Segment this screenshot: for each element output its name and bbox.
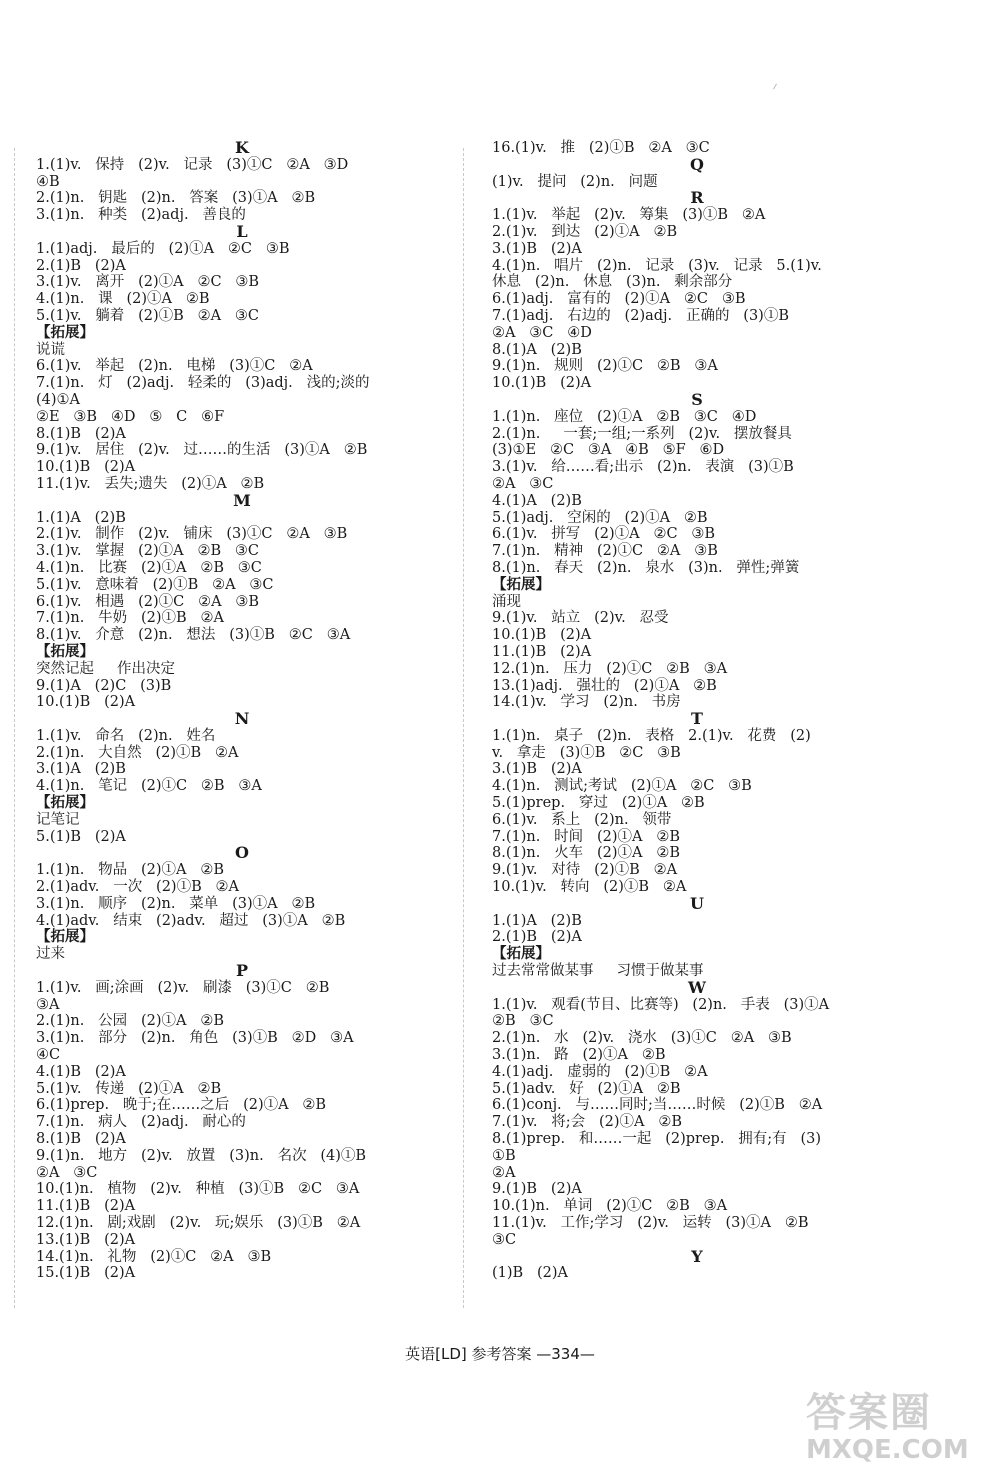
page-footer: 英语[LD] 参考答案 —334— — [405, 1345, 595, 1363]
answer-line: 8.(1)v. 介意 (2)n. 想法 (3)①B ②C ③A — [36, 627, 351, 644]
answer-line: 10.(1)B (2)A — [492, 627, 592, 644]
answer-line: 7.(1)n. 病人 (2)adj. 耐心的 — [36, 1114, 246, 1131]
answer-line: 1.(1)v. 观看(节目、比赛等) (2)n. 手表 (3)①A — [492, 996, 830, 1013]
answer-line: 11.(1)B (2)A — [492, 643, 592, 660]
answer-line: ①B — [492, 1147, 516, 1164]
answer-line: 1.(1)n. 物品 (2)①A ②B — [36, 862, 224, 879]
answer-line: 3.(1)n. 顺序 (2)n. 菜单 (3)①A ②B — [36, 895, 316, 912]
answer-line: 7.(1)n. 灯 (2)adj. 轻柔的 (3)adj. 浅的;淡的 — [36, 375, 370, 392]
section-letter: Y — [691, 1246, 703, 1266]
answer-line: 涌现 — [492, 593, 521, 610]
answer-line: 5.(1)adj. 空闲的 (2)①A ②B — [492, 509, 708, 526]
answer-line: ②A — [492, 1164, 516, 1181]
answer-line: 13.(1)B (2)A — [36, 1231, 136, 1248]
answer-line: 9.(1)v. 居住 (2)v. 过……的生活 (3)①A ②B — [36, 442, 368, 459]
answer-line: ②A ③C — [36, 1164, 98, 1181]
watermark-url: MXQE.COM — [806, 1435, 969, 1465]
answer-line: 8.(1)A (2)B — [492, 341, 582, 358]
section-letter: Q — [690, 154, 704, 174]
left-column — [36, 140, 448, 1282]
answer-line: 10.(1)B (2)A — [492, 375, 592, 392]
answer-line: 1.(1)v. 命名 (2)n. 姓名 — [36, 727, 216, 744]
answer-line: 10.(1)n. 植物 (2)v. 种植 (3)①B ②C ③A — [36, 1181, 360, 1198]
answer-line: 4.(1)A (2)B — [492, 492, 582, 509]
answer-line: 11.(1)B (2)A — [36, 1198, 136, 1215]
answer-line: 7.(1)v. 将;会 (2)①A ②B — [492, 1114, 682, 1131]
answer-line: 1.(1)adj. 最后的 (2)①A ②C ③B — [36, 240, 290, 257]
answer-line: 2.(1)B (2)A — [492, 929, 582, 946]
answer-line: (1)v. 提问 (2)n. 问题 — [492, 173, 658, 190]
column-divider — [463, 148, 464, 1308]
answer-line: 10.(1)B (2)A — [36, 459, 136, 476]
answer-line: 4.(1)n. 课 (2)①A ②B — [36, 291, 210, 308]
watermark — [806, 1390, 992, 1468]
answer-line: 5.(1)v. 躺着 (2)①B ②A ③C — [36, 307, 260, 324]
extension-label: 【拓展】 — [36, 928, 94, 946]
answer-line: 4.(1)adv. 结束 (2)adv. 超过 (3)①A ②B — [36, 912, 346, 929]
answer-line: 1.(1)v. 保持 (2)v. 记录 (3)①C ②A ③D — [36, 156, 349, 173]
answer-line: 7.(1)n. 牛奶 (2)①B ②A — [36, 610, 224, 627]
section-letter: M — [233, 490, 251, 510]
answer-line: 2.(1)n. 钥匙 (2)n. 答案 (3)①A ②B — [36, 190, 316, 207]
extension-label: 【拓展】 — [492, 575, 550, 593]
answer-line: 14.(1)v. 学习 (2)n. 书房 — [492, 694, 681, 711]
answer-line: ②E ③B ④D ⑤ C ⑥F — [36, 408, 225, 425]
answer-line: 2.(1)B (2)A — [36, 257, 126, 274]
answer-line: 5.(1)prep. 穿过 (2)①A ②B — [492, 795, 705, 812]
answer-line: 3.(1)n. 部分 (2)n. 角色 (3)①B ②D ③A — [36, 1030, 354, 1047]
answer-line: 2.(1)v. 到达 (2)①A ②B — [492, 223, 678, 240]
section-letter: T — [691, 709, 703, 729]
answer-line: 4.(1)n. 测试;考试 (2)①A ②C ③B — [492, 778, 752, 795]
answer-line: 1.(1)n. 座位 (2)①A ②B ③C ④D — [492, 408, 757, 425]
section-letter: P — [235, 961, 249, 981]
answer-line: 1.(1)n. 桌子 (2)n. 表格 2.(1)v. 花费 (2) — [492, 727, 811, 744]
section-letter: S — [691, 389, 703, 409]
answer-line: 6.(1)v. 相遇 (2)①C ②A ③B — [36, 593, 260, 610]
section-letter: L — [236, 221, 248, 241]
answer-line: ②B ③C — [492, 1013, 554, 1030]
answer-line: ②A ③C ④D — [492, 324, 592, 341]
answer-line: 说谎 — [36, 341, 65, 358]
answer-line: 6.(1)adj. 富有的 (2)①A ②C ③B — [492, 291, 746, 308]
answer-line: 4.(1)n. 唱片 (2)n. 记录 (3)v. 记录 5.(1)v. — [492, 257, 822, 274]
answer-line: 2.(1)v. 制作 (2)v. 铺床 (3)①C ②A ③B — [36, 526, 348, 543]
answer-line: 7.(1)adj. 右边的 (2)adj. 正确的 (3)①B — [492, 307, 789, 324]
answer-line: v. 拿走 (3)①B ②C ③B — [492, 744, 681, 761]
answer-line: 12.(1)n. 剧;戏剧 (2)v. 玩;娱乐 (3)①B ②A — [36, 1215, 361, 1231]
answer-line: 10.(1)v. 转向 (2)①B ②A — [492, 879, 687, 896]
answer-line: 5.(1)adv. 好 (2)①A ②B — [492, 1080, 681, 1097]
answer-line: 突然记起 作出决定 — [36, 660, 176, 677]
answer-line: 8.(1)n. 火车 (2)①A ②B — [492, 845, 680, 862]
answer-line: 7.(1)n. 精神 (2)①C ②A ③B — [492, 543, 718, 560]
answer-line: 11.(1)v. 丢失;遗失 (2)①A ②B — [36, 475, 265, 492]
right-column — [492, 140, 902, 1282]
answer-line: 4.(1)n. 比赛 (2)①A ②B ③C — [36, 559, 262, 576]
answer-line: 12.(1)n. 压力 (2)①C ②B ③A — [492, 660, 728, 677]
answer-line: 7.(1)n. 时间 (2)①A ②B — [492, 828, 680, 845]
answer-line: 过去常常做某事 习惯于做某事 — [492, 963, 704, 980]
answer-line: 8.(1)n. 春天 (2)n. 泉水 (3)n. 弹性;弹簧 — [492, 559, 800, 576]
answer-line: 13.(1)adj. 强壮的 (2)①A ②B — [492, 677, 717, 694]
answer-line: 2.(1)n. 公园 (2)①A ②B — [36, 1013, 224, 1030]
answer-line: ④B — [36, 173, 60, 190]
answer-line: 过来 — [36, 946, 65, 963]
answer-line: 1.(1)A (2)B — [492, 912, 582, 929]
section-letter: U — [690, 893, 704, 913]
extension-label: 【拓展】 — [36, 794, 94, 812]
answer-line: 15.(1)B (2)A — [36, 1265, 136, 1282]
answer-line: 记笔记 — [36, 811, 80, 828]
answer-line: 9.(1)n. 地方 (2)v. 放置 (3)n. 名次 (4)①B — [36, 1147, 367, 1164]
extension-label: 【拓展】 — [36, 642, 94, 660]
answer-line: 3.(1)n. 种类 (2)adj. 善良的 — [36, 207, 246, 224]
answer-line: 5.(1)v. 传递 (2)①A ②B — [36, 1080, 222, 1097]
answer-line: 1.(1)v. 举起 (2)v. 筹集 (3)①B ②A — [492, 207, 766, 224]
answer-line: ④C — [36, 1047, 61, 1064]
answer-line: 3.(1)v. 离开 (2)①A ②C ③B — [36, 274, 260, 291]
answer-line: 5.(1)v. 意味着 (2)①B ②A ③C — [36, 576, 274, 593]
answer-line: 9.(1)B (2)A — [492, 1181, 582, 1198]
answer-line: (1)B (2)A — [492, 1265, 569, 1282]
answer-line: 2.(1)adv. 一次 (2)①B ②A — [36, 879, 240, 896]
section-letter: O — [235, 843, 249, 863]
answer-line: 6.(1)conj. 与……同时;当……时候 (2)①B ②A — [492, 1097, 823, 1114]
answer-line: 8.(1)B (2)A — [36, 425, 126, 442]
answer-line: 2.(1)n. 大自然 (2)①B ②A — [36, 744, 239, 761]
answer-line: 3.(1)n. 路 (2)①A ②B — [492, 1047, 666, 1064]
answer-line: 3.(1)A (2)B — [36, 761, 126, 778]
answer-line: 3.(1)v. 给……看;出示 (2)n. 表演 (3)①B — [492, 459, 794, 476]
answer-line: 4.(1)n. 笔记 (2)①C ②B ③A — [36, 778, 262, 795]
answer-line: 6.(1)v. 系上 (2)n. 领带 — [492, 811, 672, 828]
answer-line: ③C — [492, 1231, 517, 1248]
answer-line: 4.(1)B (2)A — [36, 1063, 126, 1080]
scan-mark — [773, 84, 777, 90]
answer-line: 6.(1)prep. 晚于;在……之后 (2)①A ②B — [36, 1097, 327, 1114]
answer-line: (3)①E ②C ③A ④B ⑤F ⑥D — [492, 442, 725, 459]
answer-line: (4)①A — [36, 391, 81, 408]
section-letter: R — [690, 188, 704, 208]
answer-line: ③A — [36, 996, 60, 1013]
answer-line: 8.(1)B (2)A — [36, 1131, 126, 1148]
answer-line: 2.(1)n. 一套;一组;一系列 (2)v. 摆放餐具 — [492, 425, 792, 442]
answer-line: 3.(1)B (2)A — [492, 240, 582, 257]
answer-line: 5.(1)B (2)A — [36, 828, 126, 845]
answer-line: 6.(1)v. 拼写 (2)①A ②C ③B — [492, 526, 716, 543]
answer-line: 1.(1)v. 画;涂画 (2)v. 刷漆 (3)①C ②B — [36, 979, 330, 996]
answer-line: 9.(1)A (2)C (3)B — [36, 677, 172, 694]
section-letter: W — [688, 977, 706, 997]
answer-line: 4.(1)adj. 虚弱的 (2)①B ②A — [492, 1063, 708, 1080]
answer-line: 休息 (2)n. 休息 (3)n. 剩余部分 — [492, 274, 733, 291]
answer-line: 8.(1)prep. 和……一起 (2)prep. 拥有;有 (3) — [492, 1131, 822, 1148]
answer-line: 11.(1)v. 工作;学习 (2)v. 运转 (3)①A ②B — [492, 1215, 809, 1231]
answer-line: 9.(1)v. 对待 (2)①B ②A — [492, 862, 678, 879]
answer-line: 16.(1)v. 推 (2)①B ②A ③C — [492, 140, 710, 156]
extension-label: 【拓展】 — [36, 323, 94, 341]
answer-line: 10.(1)B (2)A — [36, 694, 136, 711]
left-margin-line — [14, 148, 15, 1308]
answer-line: 6.(1)v. 举起 (2)n. 电梯 (3)①C ②A — [36, 358, 313, 375]
section-letter: N — [234, 709, 250, 729]
answer-line: 9.(1)v. 站立 (2)v. 忍受 — [492, 610, 669, 627]
answer-line: 9.(1)n. 规则 (2)①C ②B ③A — [492, 358, 718, 375]
answer-line: ②A ③C — [492, 475, 554, 492]
answer-line: 10.(1)n. 单词 (2)①C ②B ③A — [492, 1198, 728, 1215]
answer-line: 3.(1)v. 掌握 (2)①A ②B ③C — [36, 543, 260, 560]
extension-label: 【拓展】 — [492, 945, 550, 963]
watermark-logo: 答案圈 — [806, 1390, 932, 1436]
section-letter: K — [235, 138, 249, 157]
answer-line: 1.(1)A (2)B — [36, 509, 126, 526]
answer-line: 3.(1)B (2)A — [492, 761, 582, 778]
answer-line: 14.(1)n. 礼物 (2)①C ②A ③B — [36, 1248, 272, 1265]
answer-line: 2.(1)n. 水 (2)v. 浇水 (3)①C ②A ③B — [492, 1030, 792, 1047]
